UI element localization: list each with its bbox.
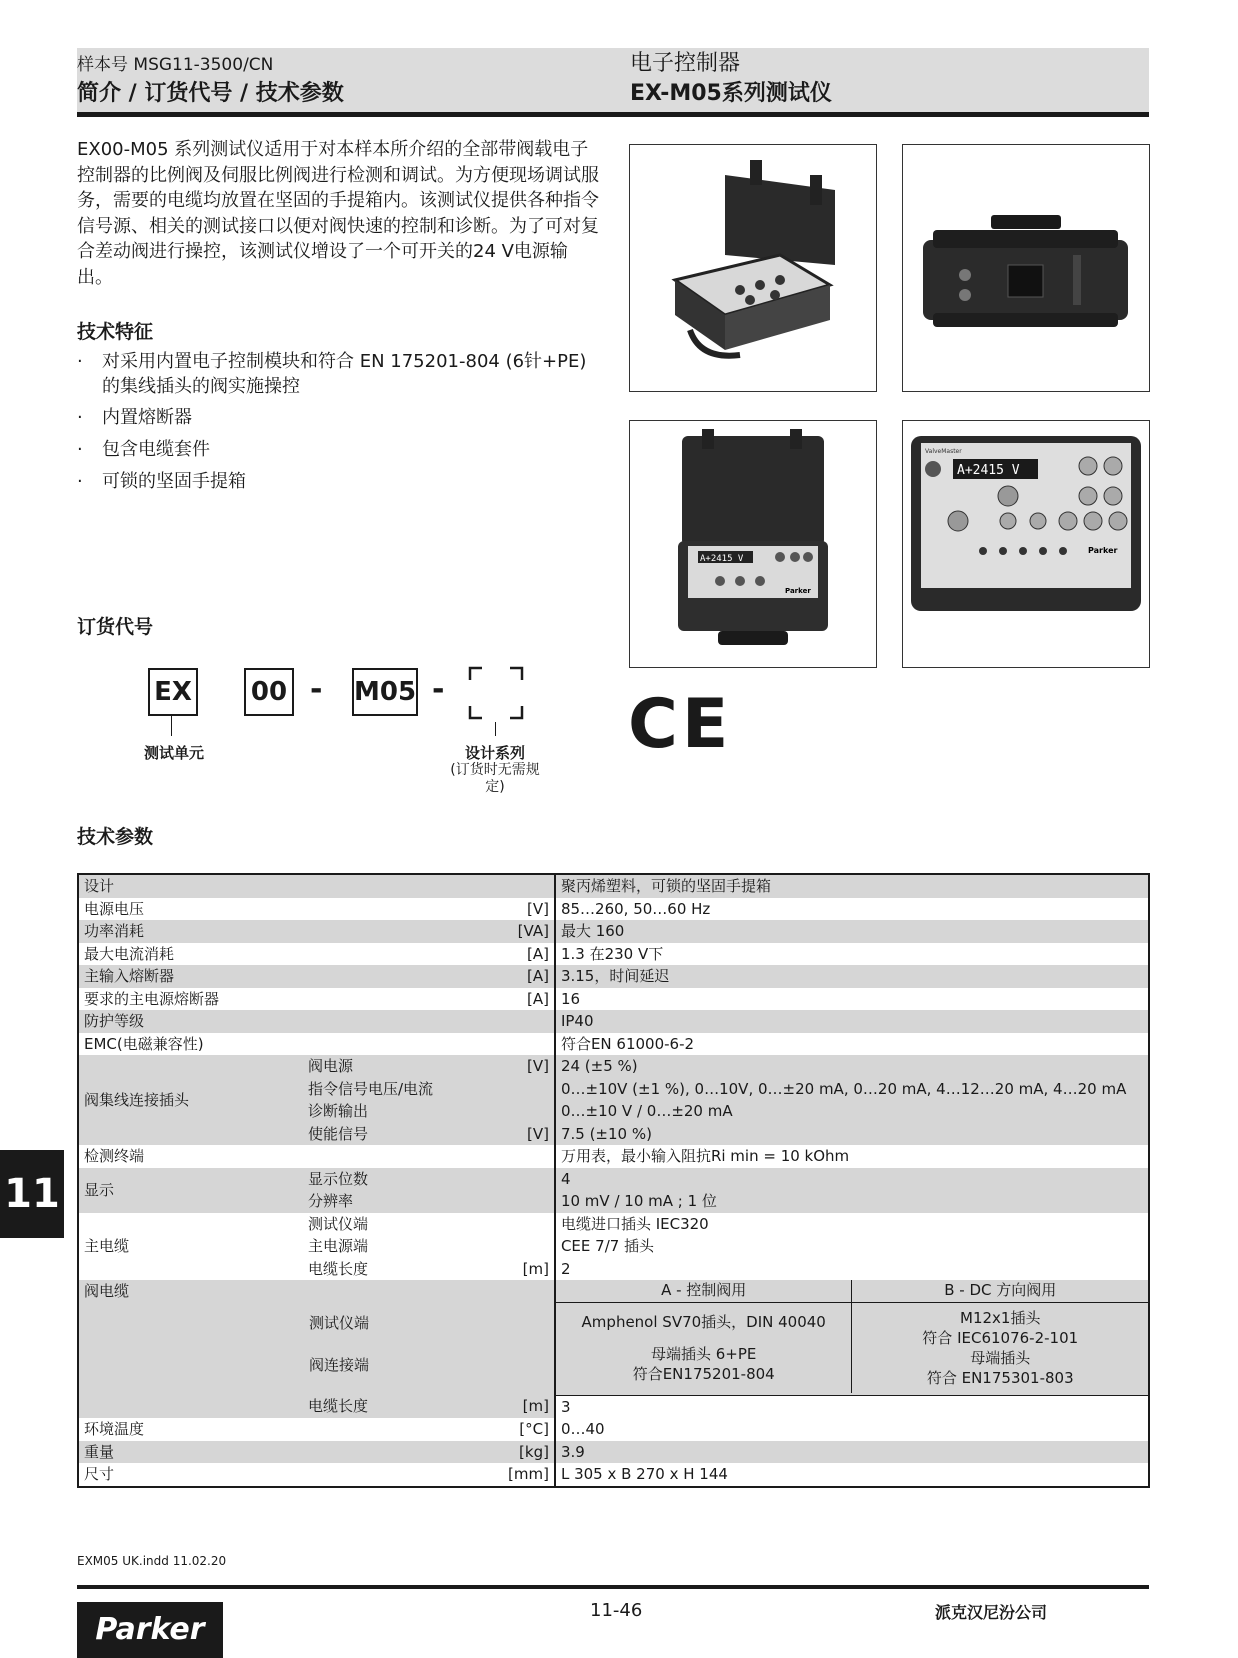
valve-cable-label: 阀电缆 bbox=[84, 1282, 130, 1300]
page-title-left: 简介 / 订货代号 / 技术参数 bbox=[77, 81, 344, 106]
feature-item: · 包含电缆套件 bbox=[77, 439, 210, 460]
valve-cable-tester-label: 测试仪端 bbox=[309, 1314, 370, 1332]
table-row: EMC(电磁兼容性) 符合EN 61000-6-2 bbox=[78, 1033, 1149, 1056]
order-code-box-00: 00 bbox=[244, 668, 294, 716]
table-row: 诊断输出 0…±10 V / 0…±20 mA bbox=[78, 1100, 1149, 1123]
order-code-leader bbox=[495, 722, 496, 736]
ce-mark: CE bbox=[628, 685, 733, 764]
page-number: 11-46 bbox=[590, 1600, 643, 1621]
table-row: 使能信号 [V] 7.5 (±10 %) bbox=[78, 1123, 1149, 1146]
table-row: 电缆长度 [m] 3 bbox=[78, 1395, 1149, 1418]
valve-cable-subtable: A - 控制阀用 B - DC 方向阀用 Amphenol SV70插头，DIN 40040 母端插头 6+PE 符合EN175201-804 M12x1插头 符合 IEC61076-2-101 母端插头 符合 EN175301-803 bbox=[556, 1280, 1148, 1393]
order-code-box-m05: M05 bbox=[352, 668, 418, 716]
table-row: 指令信号电压/电流 0…±10V (±1 %), 0…10V, 0…±20 mA, 0…20 mA, 4…12…20 mA, 4…20 mA bbox=[78, 1078, 1149, 1101]
feature-item: · 可锁的坚固手提箱 bbox=[77, 471, 246, 492]
table-row: 电缆长度 [m] 2 bbox=[78, 1258, 1149, 1281]
intro-paragraph: EX00-M05 系列测试仪适用于对本样本所介绍的全部带阀载电子控制器的比例阀及伺服比例阀进行检测和调试。为方便现场调试服务，需要的电缆均放置在坚固的手提箱内。该测试仪提供各种指令信号源、相关的测试接口以便对阀快速的控制和诊断。为了可对复合差动阀进行操控，该测试仪增设了一个可开关的24 V电源输出。 bbox=[77, 139, 599, 288]
table-row: 主电源端 CEE 7/7 插头 bbox=[78, 1235, 1149, 1258]
table-row: 尺寸 [mm] L 305 x B 270 x H 144 bbox=[78, 1463, 1149, 1487]
feature-item: · 对采用内置电子控制模块和符合 EN 175201-804 (6针+PE)的集线插头的阀实施操控 bbox=[77, 351, 587, 397]
order-label-series-note: (订货时无需规定) bbox=[450, 762, 540, 795]
product-photo-open-case bbox=[629, 144, 877, 392]
header-rule bbox=[77, 112, 1149, 117]
table-row: 检测终端 万用表，最小输入阻抗Ri min = 10 kOhm bbox=[78, 1145, 1149, 1168]
order-label-test-unit: 测试单元 bbox=[143, 744, 204, 762]
page-title-right: EX-M05系列测试仪 bbox=[630, 81, 832, 106]
table-row: 阀集线连接插头 阀电源 [V] 24 (±5 %) bbox=[78, 1055, 1149, 1078]
table-row: 重量 [kg] 3.9 bbox=[78, 1441, 1149, 1464]
catalog-number: 样本号 MSG11-3500/CN bbox=[77, 55, 274, 75]
table-row: 功率消耗 [VA] 最大 160 bbox=[78, 920, 1149, 943]
feature-item: · 内置熔断器 bbox=[77, 407, 192, 428]
order-label-series: 设计系列 bbox=[464, 744, 525, 762]
table-row: 最大电流消耗 [A] 1.3 在230 V下 bbox=[78, 943, 1149, 966]
order-code-dash: - bbox=[432, 672, 445, 707]
order-code-box-ex: EX bbox=[148, 668, 198, 716]
table-row: 电源电压 [V] 85…260, 50…60 Hz bbox=[78, 898, 1149, 921]
company-name: 派克汉尼汾公司 bbox=[935, 1603, 1048, 1622]
table-row: 防护等级 IP40 bbox=[78, 1010, 1149, 1033]
product-photo-front-open bbox=[629, 420, 877, 668]
spec-table bbox=[77, 873, 1150, 1488]
table-row: 要求的主电源熔断器 [A] 16 bbox=[78, 988, 1149, 1011]
chapter-tab: 11 bbox=[0, 1150, 64, 1238]
order-code-heading: 订货代号 bbox=[77, 616, 154, 638]
order-code-leader bbox=[171, 714, 172, 736]
panel-brand-label: Parker bbox=[1088, 546, 1118, 555]
brand-label: Parker bbox=[785, 587, 811, 595]
order-code-dash: - bbox=[310, 672, 323, 707]
display-readout: A+2415 V bbox=[700, 554, 744, 564]
table-row: 显示 显示位数 4 bbox=[78, 1168, 1149, 1191]
table-row: 设计 聚丙烯塑料，可锁的坚固手提箱 bbox=[78, 874, 1149, 898]
table-row: 主输入熔断器 [A] 3.15，时间延迟 bbox=[78, 965, 1149, 988]
tech-params-heading: 技术参数 bbox=[77, 826, 154, 848]
product-photo-closed-case bbox=[902, 144, 1150, 392]
features-heading: 技术特征 bbox=[77, 321, 154, 343]
file-info: EXM05 UK.indd 11.02.20 bbox=[77, 1554, 227, 1568]
order-code-box-series bbox=[468, 666, 524, 720]
valve-cable-valve-label: 阀连接端 bbox=[309, 1356, 370, 1374]
footer-rule bbox=[77, 1585, 1149, 1589]
parker-logo: Parker bbox=[77, 1602, 223, 1658]
table-row: 主电缆 测试仪端 电缆进口插头 IEC320 bbox=[78, 1213, 1149, 1236]
product-photo-panel-closeup bbox=[902, 420, 1150, 668]
table-row: 环境温度 [°C] 0…40 bbox=[78, 1418, 1149, 1441]
section-label: 电子控制器 bbox=[630, 51, 741, 76]
panel-display-readout: A+2415 V bbox=[957, 463, 1020, 478]
table-row: 分辨率 10 mV / 10 mA ; 1 位 bbox=[78, 1190, 1149, 1213]
panel-label: ValveMaster bbox=[925, 448, 962, 455]
